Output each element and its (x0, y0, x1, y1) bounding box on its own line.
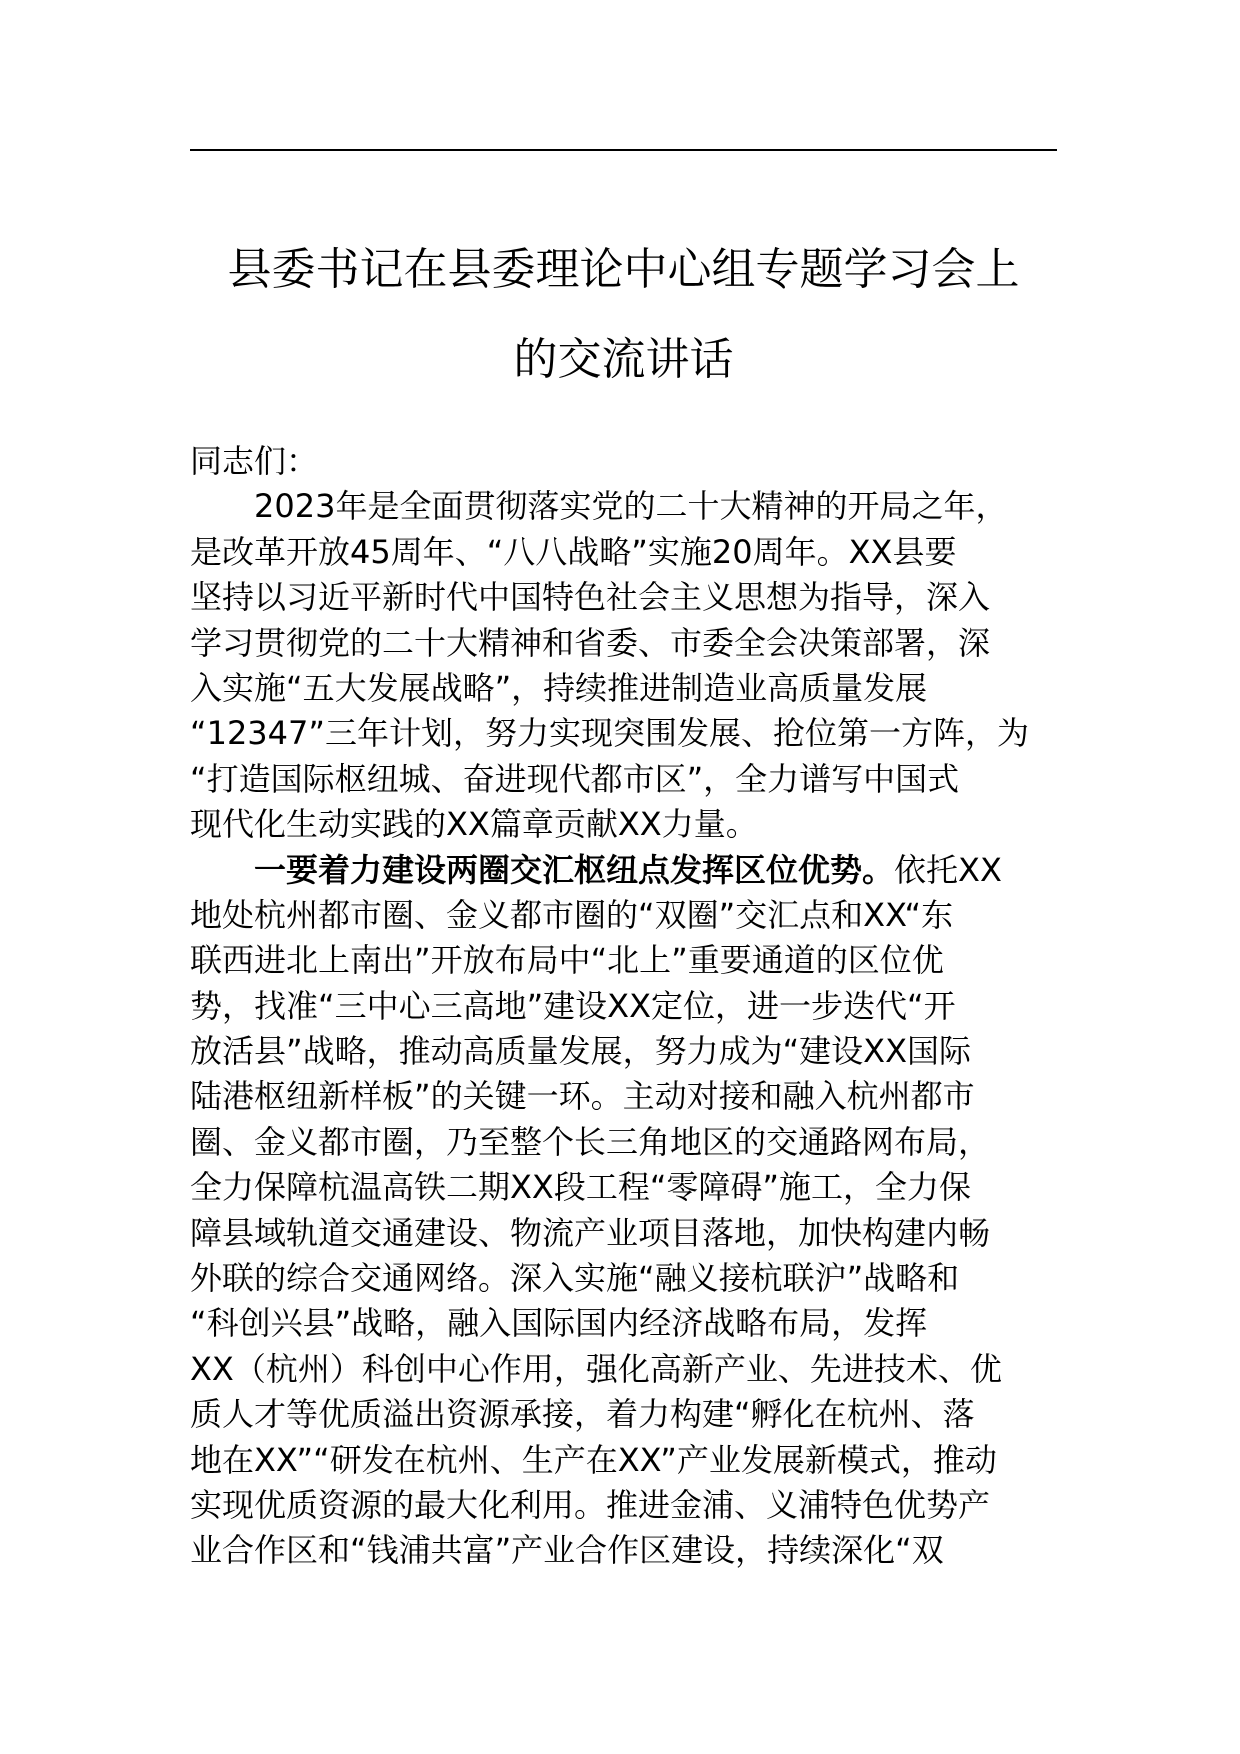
paragraph-1-line: “打造国际枢纽城、奋进现代都市区”，全力谱写中国式 (190, 759, 960, 798)
title-line-1: 县委书记在县委理论中心组专题学习会上 (227, 244, 1020, 295)
salutation: 同志们： (190, 442, 319, 480)
paragraph-1-line: “12347”三年计划，努力实现突围发展、抢位第一方阵，为 (190, 714, 1029, 753)
paragraph-1-line: 入实施“五大发展战略”，持续推进制造业高质量发展 (190, 668, 928, 707)
paragraph-2-line: 联西进北上南出”开放布局中“北上”重要通道的区位优 (190, 941, 944, 980)
paragraph-2-line: 实现优质资源的最大化利用。推进金浦、义浦特色优势产 (190, 1485, 991, 1524)
paragraph-2-line: 质人才等优质溢出资源承接，着力构建“孵化在杭州、落 (190, 1395, 975, 1434)
paragraph-2-line: XX（杭州）科创中心作用，强化高新产业、先进技术、优 (190, 1349, 1002, 1388)
paragraph-2-line: 放活县”战略，推动高质量发展，努力成为“建设XX国际 (190, 1032, 972, 1071)
paragraph-2-line: 地在XX”“研发在杭州、生产在XX”产业发展新模式，推动 (190, 1440, 997, 1479)
paragraph-2-line: 障县域轨道交通建设、物流产业项目落地，加快构建内畅 (190, 1213, 991, 1252)
paragraph-2-line: 圈、金义都市圈，乃至整个长三角地区的交通路网布局， (190, 1122, 991, 1161)
paragraph-1-line: 学习贯彻党的二十大精神和省委、市委全会决策部署，深 (190, 623, 991, 662)
header-rule (190, 149, 1057, 151)
paragraph-2-line: 业合作区和“钱浦共富”产业合作区建设，持续深化“双 (190, 1531, 944, 1570)
paragraph-2-line: 地处杭州都市圈、金义都市圈的“双圈”交汇点和XX“东 (190, 895, 954, 934)
paragraph-2-line: 全力保障杭温高铁二期XX段工程“零障碍”施工，全力保 (190, 1168, 972, 1207)
paragraph-1-line: 2023年是全面贯彻落实党的二十大精神的开局之年， (254, 487, 1008, 526)
section-heading: 一要着力建设两圈交汇枢纽点发挥区位优势。 (254, 850, 895, 889)
title-line-2: 的交流讲话 (513, 334, 734, 385)
paragraph-2-line: 陆港枢纽新样板”的关键一环。主动对接和融入杭州都市 (190, 1077, 975, 1116)
paragraph-1-line: 现代化生动实践的XX篇章贡献XX力量。 (190, 805, 758, 844)
paragraph-2-first-line (190, 848, 1057, 893)
paragraph-1-line: 坚持以习近平新时代中国特色社会主义思想为指导，深入 (190, 578, 991, 617)
paragraph-2-line: “科创兴县”战略，融入国际国内经济战略布局，发挥 (190, 1304, 928, 1343)
document-body (190, 439, 1057, 1574)
document-title (190, 225, 1057, 405)
paragraph-1-line: 是改革开放45周年、“八八战略”实施20周年。XX县要 (190, 532, 957, 571)
paragraph-2-line: 外联的综合交通网络。深入实施“融义接杭联沪”战略和 (190, 1259, 960, 1298)
paragraph-2-line: 势，找准“三中心三高地”建设XX定位，进一步迭代“开 (190, 986, 956, 1025)
paragraph-2-first-rest: 依托XX (894, 850, 1002, 889)
